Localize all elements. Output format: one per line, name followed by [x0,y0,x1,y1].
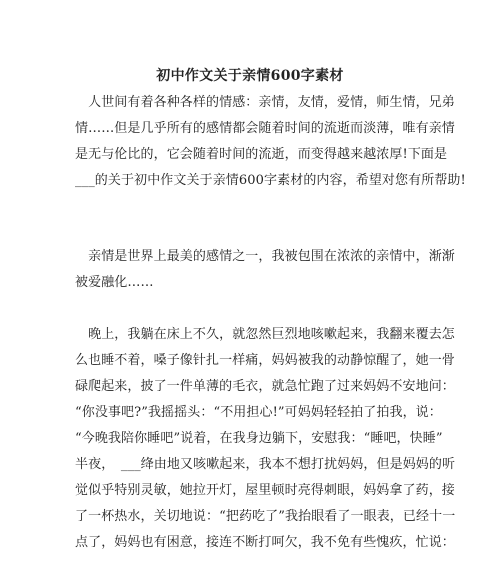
paragraph-line: 半夜， ___绛由地又咳嗽起来，我本不想打扰妈妈，但是妈妈的听 [75,457,456,472]
paragraph-night-story [75,322,456,556]
paragraph-line: 觉似乎特别灵敏，她拉开灯，屋里顿时亮得刺眼，妈妈拿了药，接 [75,483,455,498]
paragraph-line: “今晚我陪你睡吧”说着，在我身边躺下，安慰我：“睡吧，快睡” [75,431,443,446]
paragraph-line: 被爱融化…… [75,275,154,290]
paragraph-line: “你没事吧?”我摇摇头：“不用担心!”可妈妈轻轻拍了拍我，说： [75,405,442,420]
paragraph-line: 么也睡不着，嗓子像针扎一样痛，妈妈被我的动静惊醒了，她一骨 [75,353,455,368]
paragraph-line: 情……但是几乎所有的感情都会随着时间的流逝而淡薄，唯有亲情 [75,121,455,136]
paragraph-line: 碌爬起来，披了一件单薄的毛衣，就急忙跑了过来妈妈不安地问： [75,379,455,394]
paragraph-affection [75,244,455,296]
document-title: 初中作文关于亲情600字素材 [156,68,344,84]
paragraph-line: 人世间有着各种各样的情感：亲情，友情，爱情，师生情，兄弟 [75,95,455,110]
paragraph-intro [75,90,466,194]
paragraph-line: 亲情是世界上最美的感情之一，我被包围在浓浓的亲情中，渐渐 [75,249,455,264]
paragraph-line: 晚上，我躺在床上不久，就忽然巨烈地咳嗽起来，我翻来覆去怎 [75,327,455,342]
paragraph-line: 了一杯热水，关切地说：“把药吃了”我抬眼看了一眼表，已经十一 [75,509,456,524]
paragraph-line: ___的关于初中作文关于亲情600字素材的内容，希望对您有所帮助! [75,173,466,188]
paragraph-line: 是无与伦比的，它会随着时间的流逝，而变得越来越浓厚!下面是 [75,147,448,162]
paragraph-line: 点了，妈妈也有困意，接连不断打呵欠，我不免有些愧疚，忙说： [75,535,455,550]
